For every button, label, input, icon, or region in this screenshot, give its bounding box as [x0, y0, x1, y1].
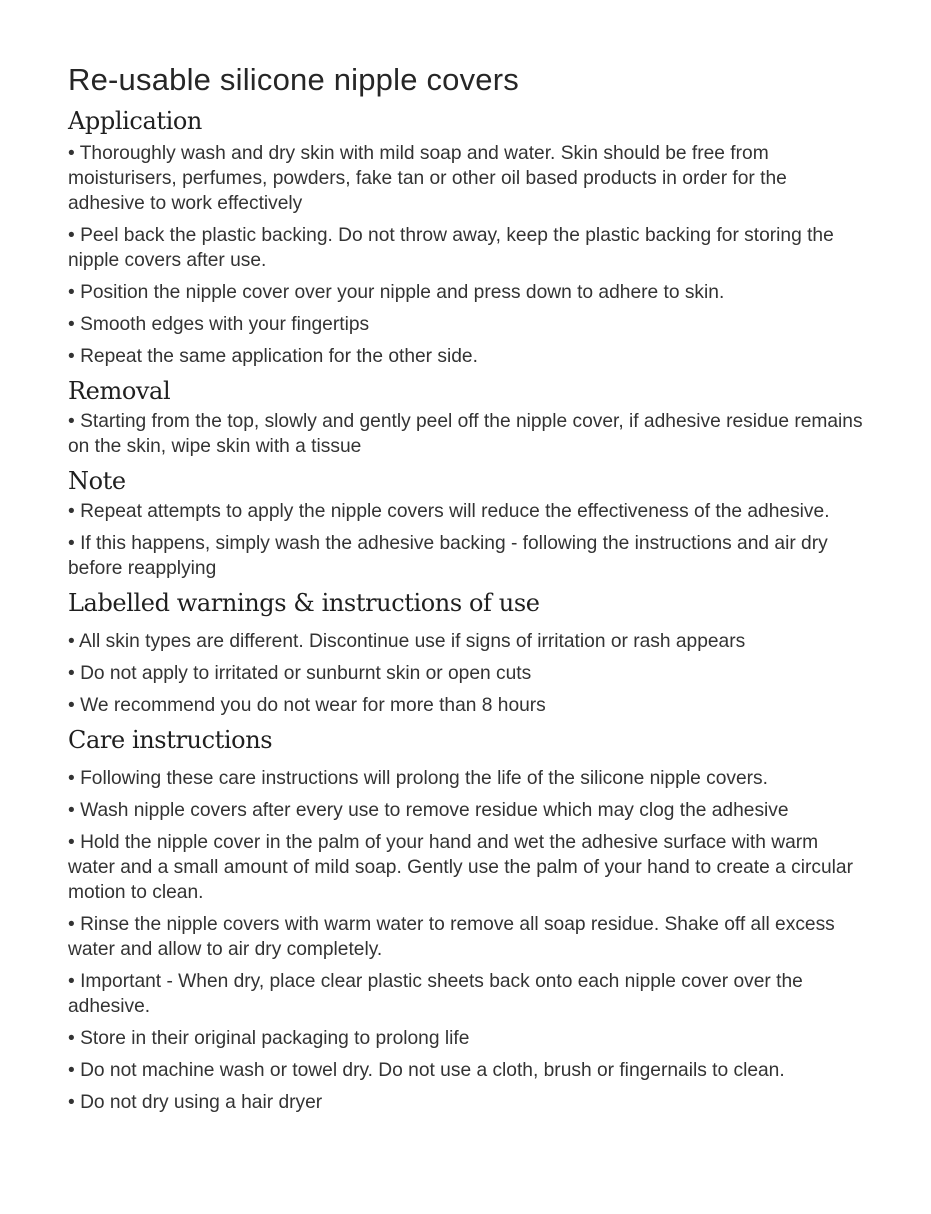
removal-list [68, 409, 868, 459]
document [68, 58, 868, 1122]
care-list [68, 766, 868, 1115]
list-item: • Peel back the plastic backing. Do not throw away, keep the plastic backing for storing the nipple covers after use. [68, 225, 834, 271]
list-item: • Following these care instructions will prolong the life of the silicone nipple covers. [68, 768, 768, 789]
section-heading-care: Care instructions [68, 726, 273, 754]
list-item: • Wash nipple covers after every use to remove residue which may clog the adhesive [68, 800, 789, 821]
list-item: • Store in their original packaging to prolong life [68, 1028, 470, 1049]
list-item: • Do not machine wash or towel dry. Do not use a cloth, brush or fingernails to clean. [68, 1060, 785, 1081]
section-heading-note: Note [68, 467, 126, 495]
warnings-list [68, 629, 868, 718]
page-title: Re-usable silicone nipple covers [68, 62, 519, 97]
section-heading-application: Application [68, 107, 202, 135]
note-list [68, 499, 868, 581]
list-item: • Important - When dry, place clear plastic sheets back onto each nipple cover over the adhesive. [68, 971, 803, 1017]
list-item: • All skin types are different. Discontinue use if signs of irritation or rash appears [68, 631, 746, 652]
list-item: • Thoroughly wash and dry skin with mild soap and water. Skin should be free from moisturisers, perfumes, powders, fake tan or other oil based products in order for the adhesive to work effectively [68, 143, 787, 214]
list-item: • Hold the nipple cover in the palm of your hand and wet the adhesive surface with warm water and a small amount of mild soap. Gently use the palm of your hand to create a circular motion to clean. [68, 832, 853, 903]
section-heading-warnings: Labelled warnings & instructions of use [68, 589, 540, 617]
list-item: • Smooth edges with your fingertips [68, 314, 370, 335]
list-item: • Repeat attempts to apply the nipple covers will reduce the effectiveness of the adhesive. [68, 501, 830, 522]
list-item: • If this happens, simply wash the adhesive backing - following the instructions and air dry before reapplying [68, 533, 828, 579]
list-item: • Rinse the nipple covers with warm water to remove all soap residue. Shake off all excess water and allow to air dry completely. [68, 914, 835, 960]
list-item: • We recommend you do not wear for more than 8 hours [68, 695, 546, 716]
application-list [68, 141, 868, 369]
list-item: • Position the nipple cover over your nipple and press down to adhere to skin. [68, 282, 725, 303]
list-item: • Do not apply to irritated or sunburnt skin or open cuts [68, 663, 532, 684]
list-item: • Repeat the same application for the other side. [68, 346, 478, 367]
section-heading-removal: Removal [68, 377, 171, 405]
list-item: • Do not dry using a hair dryer [68, 1092, 323, 1113]
list-item: • Starting from the top, slowly and gently peel off the nipple cover, if adhesive residue remains on the skin, wipe skin with a tissue [68, 411, 863, 457]
